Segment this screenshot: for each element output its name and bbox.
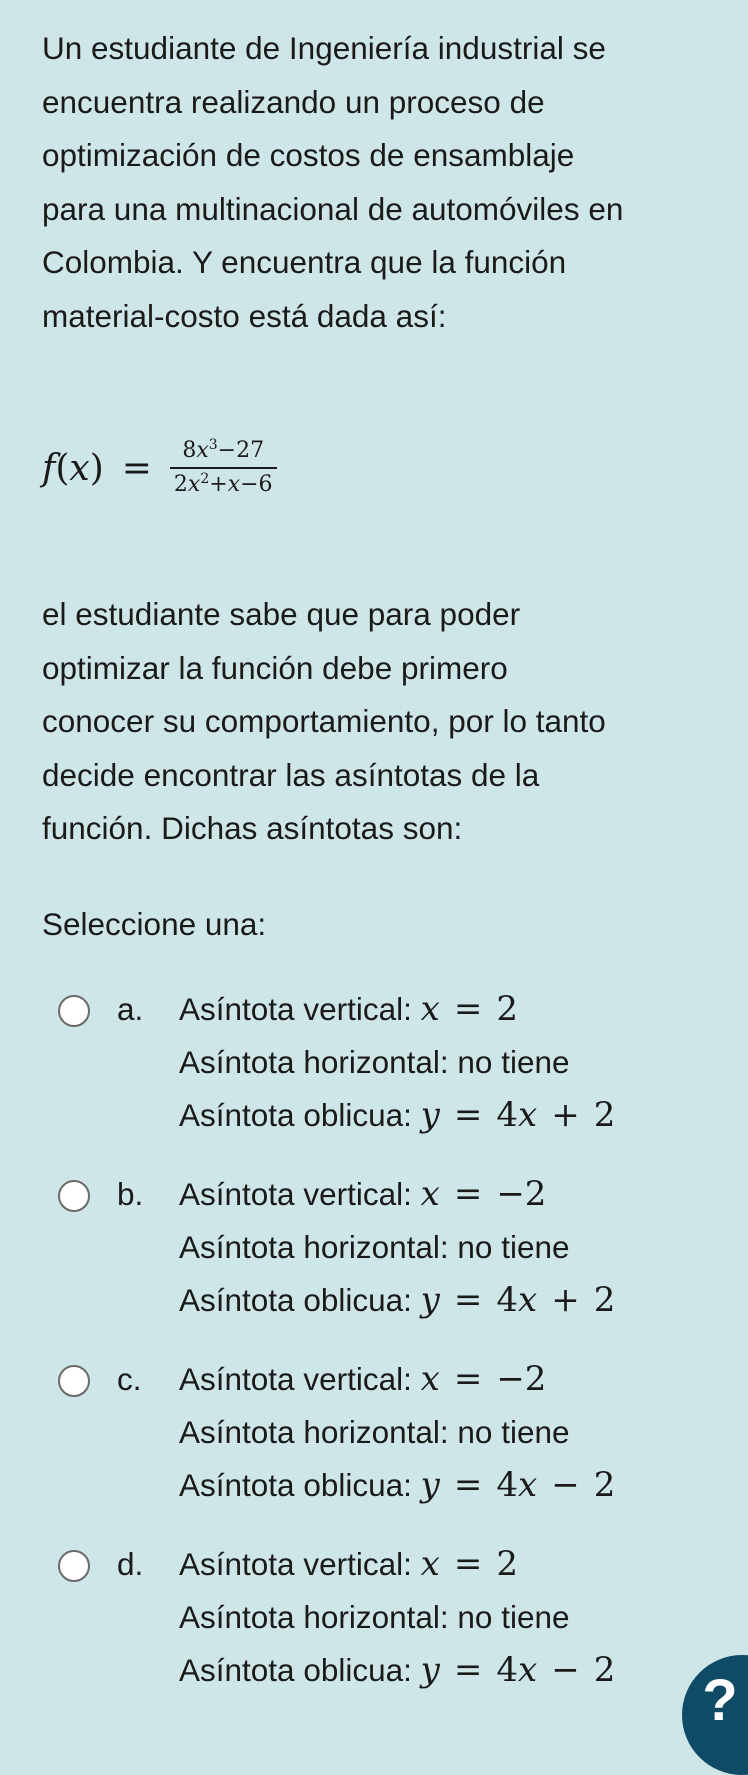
equals-sign: =	[121, 447, 152, 489]
question-line: optimización de costos de ensamblaje	[42, 137, 575, 173]
question-line: material-costo está dada así:	[42, 297, 447, 334]
formula-denominator: $2x^2+x-6$	[173, 471, 273, 497]
option-text	[179, 1538, 615, 1697]
question-body	[42, 588, 722, 856]
radio-button-b[interactable]	[58, 1180, 90, 1212]
horizontal-asymptote: Asíntota horizontal: no tiene	[179, 1599, 570, 1635]
oblique-asymptote: Asíntota oblicua: y = 4x + 2	[179, 1280, 616, 1320]
question-line: para una multinacional de automóviles en	[42, 190, 624, 227]
radio-button-c[interactable]	[58, 1365, 90, 1397]
cost-function-formula	[42, 428, 277, 508]
option-letter: a.	[117, 991, 144, 1027]
horizontal-asymptote: Asíntota horizontal: no tiene	[179, 1229, 570, 1265]
answer-options	[0, 975, 748, 1715]
oblique-asymptote: Asíntota oblicua: y = 4x − 2	[179, 1650, 616, 1690]
radio-button-d[interactable]	[58, 1550, 90, 1582]
formula-lhs: f(x)	[42, 447, 104, 489]
formula-numerator: $8x^3-27$	[182, 437, 265, 463]
option-letter: c.	[117, 1361, 142, 1397]
oblique-asymptote: Asíntota oblicua: y = 4x − 2	[179, 1465, 616, 1505]
answer-option-b[interactable]	[0, 1160, 748, 1345]
help-badge-label: ?	[702, 1668, 738, 1733]
option-letter: b.	[117, 1176, 144, 1212]
question-line: Colombia. Y encuentra que la función	[42, 244, 567, 280]
oblique-asymptote: Asíntota oblicua: y = 4x + 2	[179, 1095, 616, 1135]
horizontal-asymptote: Asíntota horizontal: no tiene	[179, 1414, 570, 1450]
question-line: función. Dichas asíntotas son:	[42, 810, 463, 846]
vertical-asymptote: Asíntota vertical: x = −2	[179, 1359, 547, 1399]
question-line: el estudiante sabe que para poder	[42, 596, 521, 632]
select-prompt: Seleccione una:	[42, 906, 267, 942]
option-text	[179, 1353, 615, 1512]
option-text	[179, 983, 615, 1142]
question-line: optimizar la función debe primero	[42, 649, 508, 686]
question-line: Un estudiante de Ingeniería industrial se	[42, 30, 606, 66]
vertical-asymptote: Asíntota vertical: x = 2	[179, 989, 518, 1029]
formula-fraction	[170, 438, 277, 498]
vertical-asymptote: Asíntota vertical: x = −2	[179, 1174, 547, 1214]
answer-option-c[interactable]	[0, 1345, 748, 1530]
answer-option-a[interactable]	[0, 975, 748, 1160]
question-line: conocer su comportamiento, por lo tanto	[42, 703, 606, 739]
question-line: decide encontrar las asíntotas de la	[42, 756, 540, 793]
question-line: encuentra realizando un proceso de	[42, 83, 545, 120]
answer-option-d[interactable]	[0, 1530, 748, 1715]
option-letter: d.	[117, 1546, 144, 1582]
option-text	[179, 1168, 615, 1327]
radio-button-a[interactable]	[58, 995, 90, 1027]
question-intro	[42, 22, 722, 343]
horizontal-asymptote: Asíntota horizontal: no tiene	[179, 1044, 570, 1080]
vertical-asymptote: Asíntota vertical: x = 2	[179, 1544, 518, 1584]
